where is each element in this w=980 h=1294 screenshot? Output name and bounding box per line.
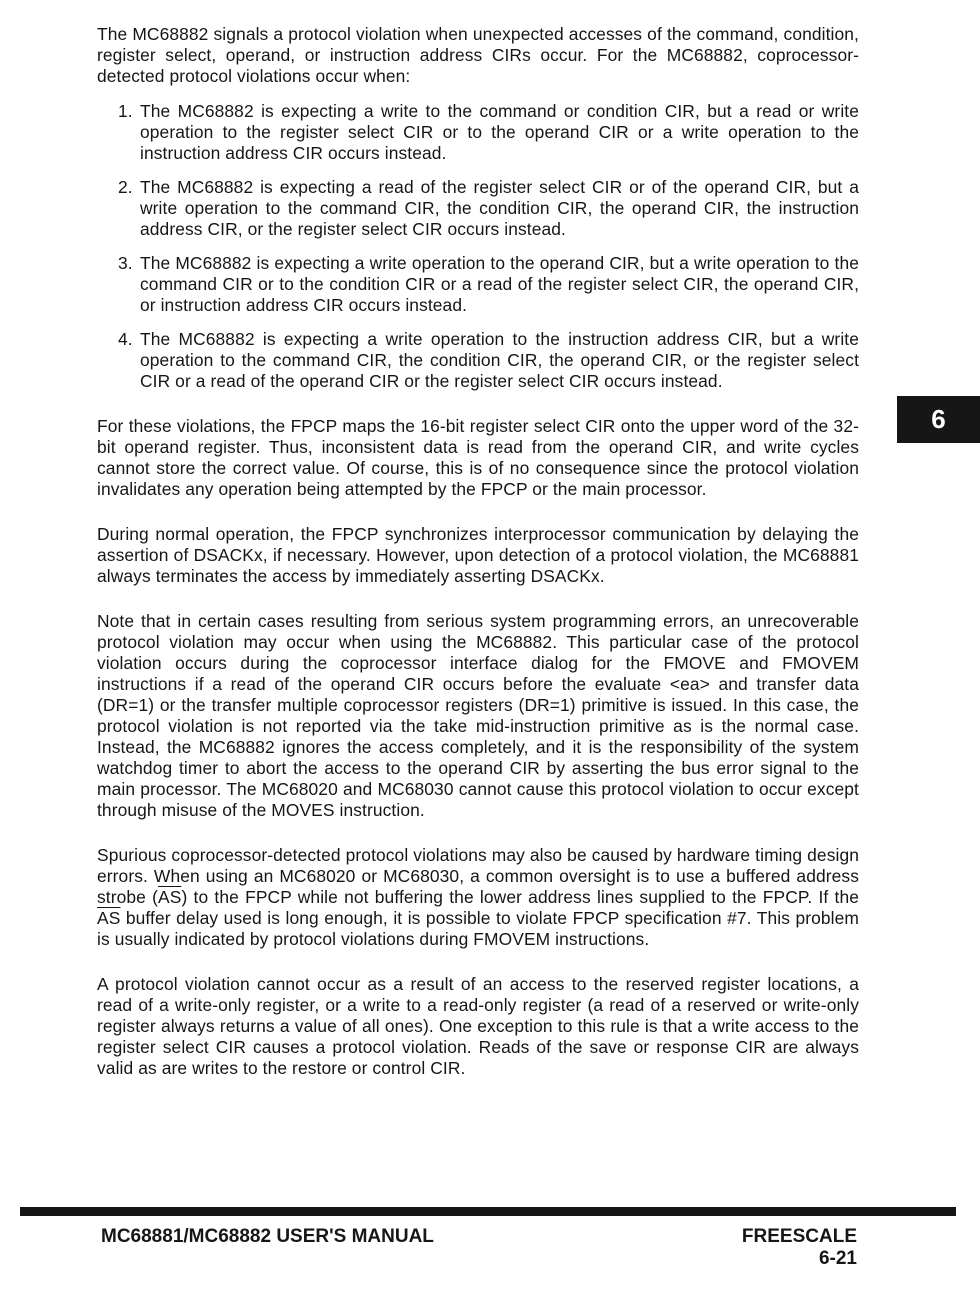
footer-brand: FREESCALE [741,1226,857,1247]
spurious-text-part-1: Spurious coprocessor-detected protocol violations may also be caused by hardware timing design errors. When using an MC68020 or MC68030, a common oversight is to use a buffered address strobe ( [97,845,859,907]
list-item [97,253,859,316]
reserved-register-paragraph: A protocol violation cannot occur as a result of an access to the reserved register locations, a read of a write-only register, or a write to a read-only register (a read of a reserved or write-only register always returns a value of all ones). One exception to this rule is that a write access to the register select CIR causes a protocol violation. Reads of the save or response CIR are always valid as are writes to the restore or control CIR. [97,974,859,1078]
section-tab: 6 [897,396,980,443]
spurious-violation-paragraph [97,845,859,950]
register-mapping-paragraph: For these violations, the FPCP maps the 16-bit register select CIR onto the upper word of the 32-bit operand register. Thus, inconsistent data is read from the operand CIR, and write cycles cannot store the correct value. Of course, this is of no consequence since the protocol violation invalidates any operation being attempted by the FPCP or the main processor. [97,416,859,499]
list-item-number: 2. [118,177,133,197]
normal-operation-paragraph: During normal operation, the FPCP synchronizes interprocessor communication by delaying the assertion of DSACKx, if necessary. However, upon detection of a protocol violation, the MC68881 always terminates the access by immediately asserting DSACKx. [97,524,859,586]
list-item-number: 4. [118,329,133,349]
list-item [97,329,859,392]
footer-rule [20,1207,956,1216]
list-item [97,101,859,164]
violation-conditions-list [97,101,859,392]
unrecoverable-violation-paragraph: Note that in certain cases resulting from serious system programming errors, an unrecoverable protocol violation may occur when using the MC68882. This particular case of the protocol violation occurs during the coprocessor interface dialog for the FMOVE and FMOVEM instructions if a read of the operand CIR occurs before the evaluate <ea> and transfer data (DR=1) or the transfer multiple coprocessor registers (DR=1) primitive is issued. In this case, the protocol violation is not reported via the take mid-instruction primitive as is the normal case. Instead, the MC68882 ignores the access completely, and it is the responsibility of the system watchdog timer to abort the access to the operand CIR by asserting the bus error signal to the main processor. The MC68020 and MC68030 cannot cause this protocol violation to occur except through misuse of the MOVES instruction. [97,611,859,820]
intro-paragraph: The MC68882 signals a protocol violation when unexpected accesses of the command, condition, register select, operand, or instruction address CIRs occur. For the MC68882, coprocessor-detected protocol violations occur when: [97,24,859,86]
address-strobe-signal: $\overline{AS}$ [97,908,121,928]
spurious-text-part-3: buffer delay used is long enough, it is possible to violate FPCP specification #7. This problem is usually indicated by protocol violations during FMOVEM instructions. [97,908,859,949]
spurious-text-part-2: ) to the FPCP while not buffering the lower address lines supplied to the FPCP. If the [181,887,859,907]
list-item-text: The MC68882 is expecting a read of the register select CIR or of the operand CIR, but a write operation to the command CIR, the condition CIR, the operand CIR, the instruction address CIR, or the register select CIR occurs instead. [140,177,859,239]
footer-right [742,1226,857,1270]
page-body [97,24,859,1103]
list-item-text: The MC68882 is expecting a write operation to the operand CIR, but a write operation to the command CIR or to the condition CIR or a read of the register select CIR, the operand CIR, or instruction address CIR occurs instead. [140,253,859,315]
list-item-number: 1. [118,101,133,121]
footer-manual-title: MC68881/MC68882 USER'S MANUAL [101,1226,434,1247]
list-item-text: The MC68882 is expecting a write operation to the instruction address CIR, but a write operation to the command CIR, the condition CIR, the operand CIR, or the register select CIR or a read of the operand CIR or the register select CIR occurs instead. [140,329,859,391]
list-item-text: The MC68882 is expecting a write to the command or condition CIR, but a read or write operation to the register select CIR or to the operand CIR or a write operation to the instruction address CIR occurs instead. [140,101,859,163]
page-number: 6-21 [818,1248,857,1269]
address-strobe-signal: $\overline{AS}$ [158,887,182,907]
list-item-number: 3. [118,253,133,273]
list-item [97,177,859,240]
